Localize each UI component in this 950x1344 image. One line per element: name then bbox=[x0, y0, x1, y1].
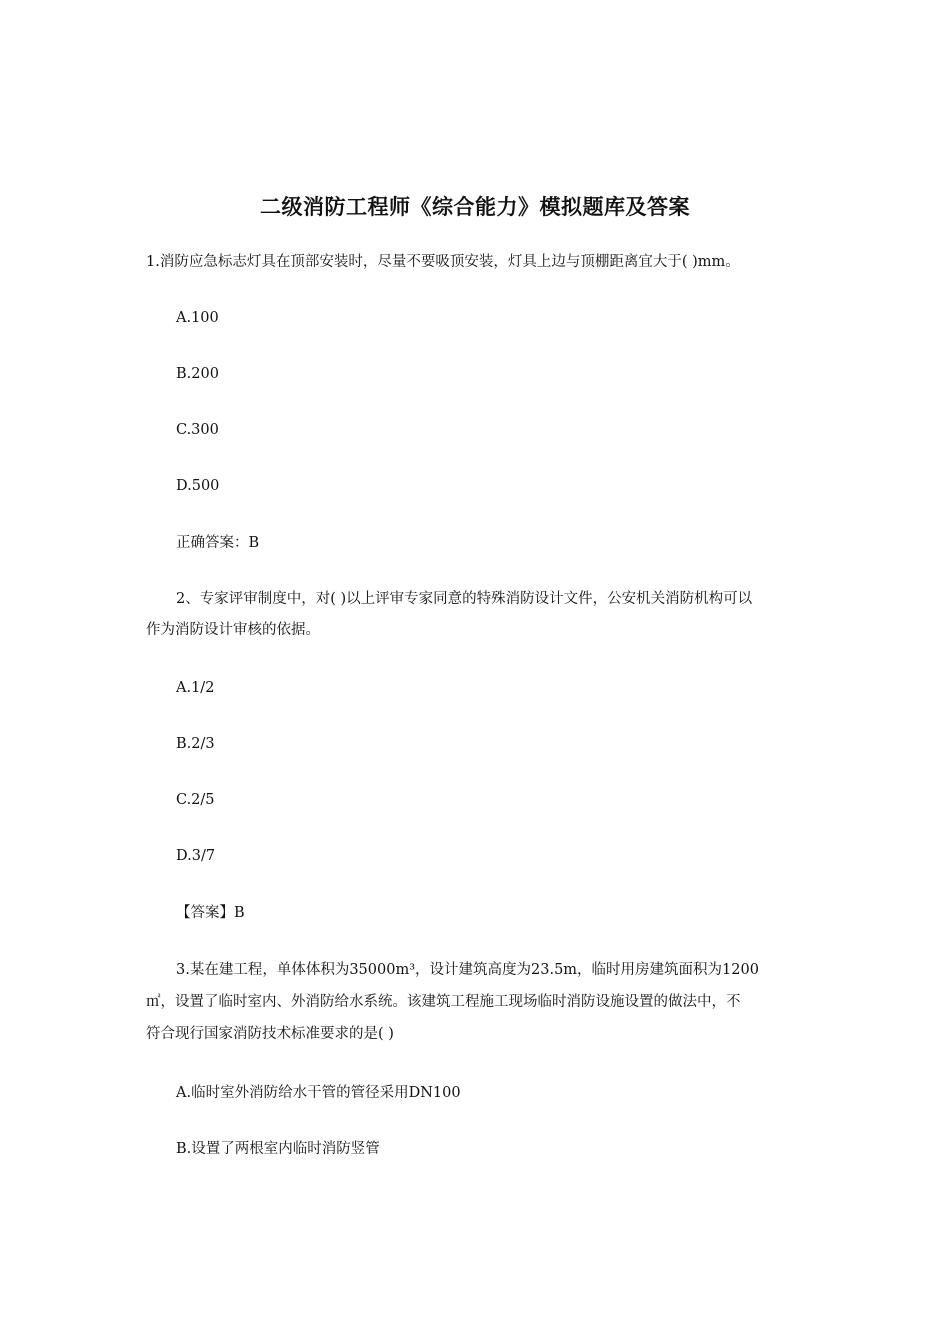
question-1-answer: 正确答案：B bbox=[176, 535, 260, 551]
document-title: 二级消防工程师《综合能力》模拟题库及答案 bbox=[260, 195, 690, 219]
question-2-stem-line-1: 2、专家评审制度中，对( )以上评审专家同意的特殊消防设计文件，公安机关消防机构可以 bbox=[176, 591, 753, 607]
question-1-option-d: D.500 bbox=[176, 478, 220, 494]
question-1-option-a: A.100 bbox=[176, 310, 219, 326]
question-1-stem: 1.消防应急标志灯具在顶部安装时，尽量不要吸顶安装，灯具上边与顶棚距离宜大于( )mm。 bbox=[146, 254, 740, 270]
question-3-option-a: A.临时室外消防给水干管的管径采用DN100 bbox=[176, 1085, 461, 1101]
question-1-option-b: B.200 bbox=[176, 366, 219, 382]
question-2-option-c: C.2/5 bbox=[176, 792, 215, 808]
question-3-stem-line-3: 符合现行国家消防技术标准要求的是( ) bbox=[146, 1026, 394, 1042]
question-2-option-b: B.2/3 bbox=[176, 736, 215, 752]
question-2-option-a: A.1/2 bbox=[176, 680, 215, 696]
question-3-option-b: B.设置了两根室内临时消防竖管 bbox=[176, 1141, 380, 1157]
question-3-stem-line-1: 3.某在建工程，单体体积为35000m³，设计建筑高度为23.5m，临时用房建筑面积为1200 bbox=[176, 962, 759, 978]
question-1-option-c: C.300 bbox=[176, 422, 219, 438]
question-2-option-d: D.3/7 bbox=[176, 848, 216, 864]
question-2-stem-line-2: 作为消防设计审核的依据。 bbox=[146, 622, 320, 638]
question-3-stem-line-2: ㎡，设置了临时室内、外消防给水系统。该建筑工程施工现场临时消防设施设置的做法中，不 bbox=[146, 994, 741, 1010]
question-2-answer: 【答案】B bbox=[176, 905, 245, 921]
